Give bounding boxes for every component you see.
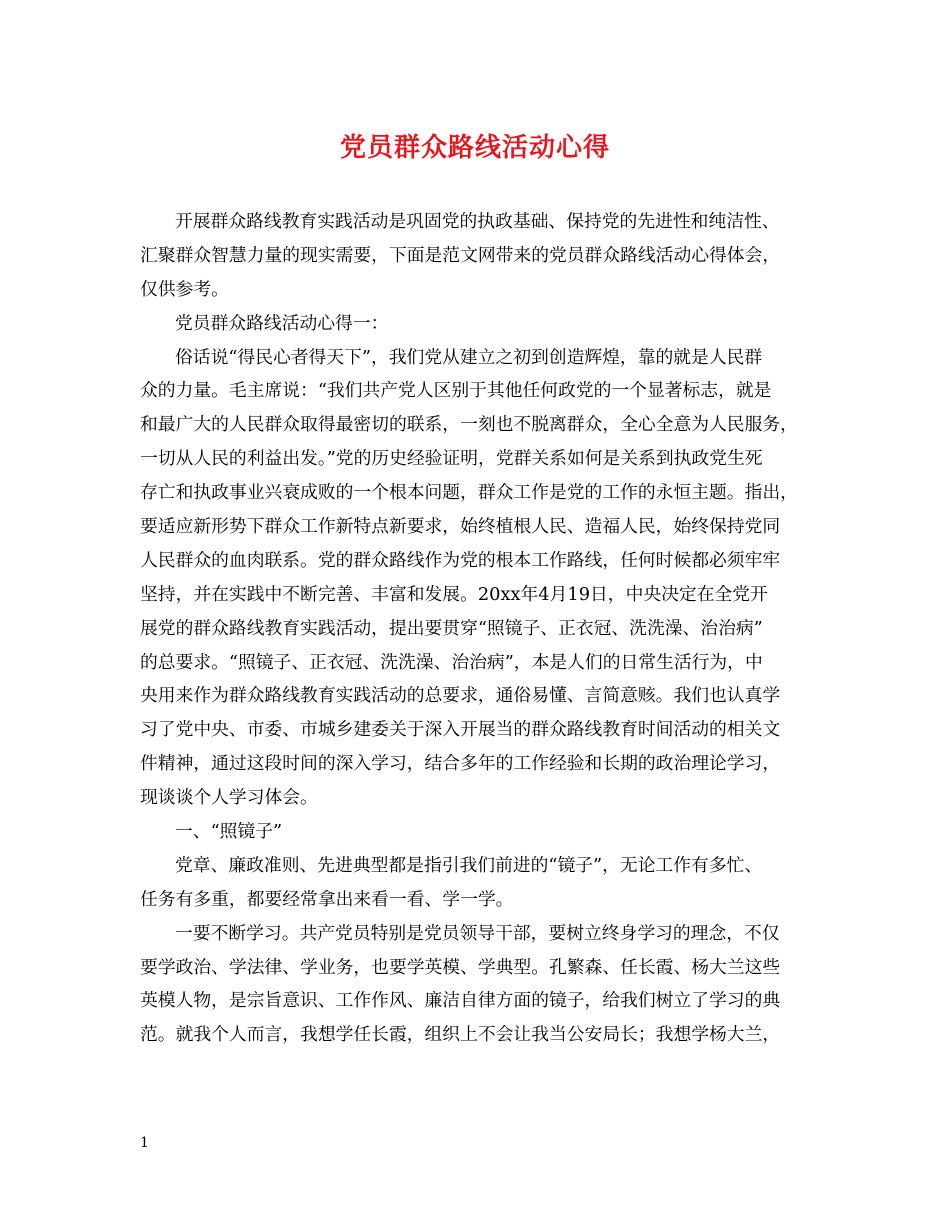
text-line: 党章、廉政准则、先进典型都是指引我们前进的“镜子”，无论工作有多忙、 (175, 854, 763, 876)
text-line: 一切从人民的利益出发。”党的历史经验证明，党群关系如何是关系到执政党生死 (140, 448, 763, 470)
text-line: 仅供参考。 (140, 278, 229, 300)
text-line: 俗话说“得民心者得天下”，我们党从建立之初到创造辉煌，靠的就是人民群 (175, 346, 763, 368)
text-line: 任务有多重，都要经常拿出来看一看、学一学。 (140, 888, 514, 910)
text-line: 展党的群众路线教育实践活动，提出要贯穿“照镜子、正衣冠、洗洗澡、治治病” (140, 617, 763, 639)
text-line: 坚持，并在实践中不断完善、丰富和发展。20xx年4月19日，中央决定在全党开 (140, 583, 768, 605)
text-line: 党员群众路线活动心得一： (175, 312, 389, 334)
text-line: 的总要求。“照镜子、正衣冠、洗洗澡、治治病”，本是人们的日常生活行为，中 (140, 651, 763, 673)
text-line: 央用来作为群众路线教育实践活动的总要求，通俗易懂、言简意赅。我们也认真学 (140, 685, 781, 707)
text-line: 人民群众的血肉联系。党的群众路线作为党的根本工作路线，任何时候都必须牢牢 (140, 549, 781, 571)
text-line: 件精神，通过这段时间的深入学习，结合多年的工作经验和长期的政治理论学习， (140, 753, 781, 775)
document-body (140, 205, 812, 1052)
text-line: 现谈谈个人学习体会。 (140, 787, 318, 809)
document-title: 党员群众路线活动心得 (339, 133, 610, 163)
page-number: 1 (140, 1135, 149, 1151)
text-line: 开展群众路线教育实践活动是巩固党的执政基础、保持党的先进性和纯洁性、 (175, 211, 780, 232)
text-line: 要适应新形势下群众工作新特点新要求，始终植根人民、造福人民，始终保持党同 (140, 516, 781, 538)
text-line: 汇聚群众智慧力量的现实需要，下面是范文网带来的党员群众路线活动心得体会， (140, 244, 781, 266)
text-line: 存亡和执政事业兴衰成败的一个根本问题，群众工作是党的工作的永恒主题。指出， (140, 482, 798, 504)
text-line: 英模人物，是宗旨意识、工作作风、廉洁自律方面的镜子，给我们树立了学习的典 (140, 990, 781, 1012)
text-line: 众的力量。毛主席说：“我们共产党人区别于其他任何政党的一个显著标志，就是 (140, 380, 772, 402)
text-line: 范。就我个人而言，我想学任长霞，组织上不会让我当公安局长；我想学杨大兰， (140, 1024, 781, 1046)
text-line: 一要不断学习。共产党员特别是党员领导干部，要树立终身学习的理念，不仅 (175, 922, 780, 944)
text-line: 要学政治、学法律、学业务，也要学英模、学典型。孔繁森、任长霞、杨大兰这些 (140, 956, 781, 978)
section-heading: 一、“照镜子” (175, 821, 283, 843)
text-line: 习了党中央、市委、市城乡建委关于深入开展当的群众路线教育时间活动的相关文 (140, 719, 781, 741)
text-line: 和最广大的人民群众取得最密切的联系，一刻也不脱离群众，全心全意为人民服务， (140, 414, 798, 436)
